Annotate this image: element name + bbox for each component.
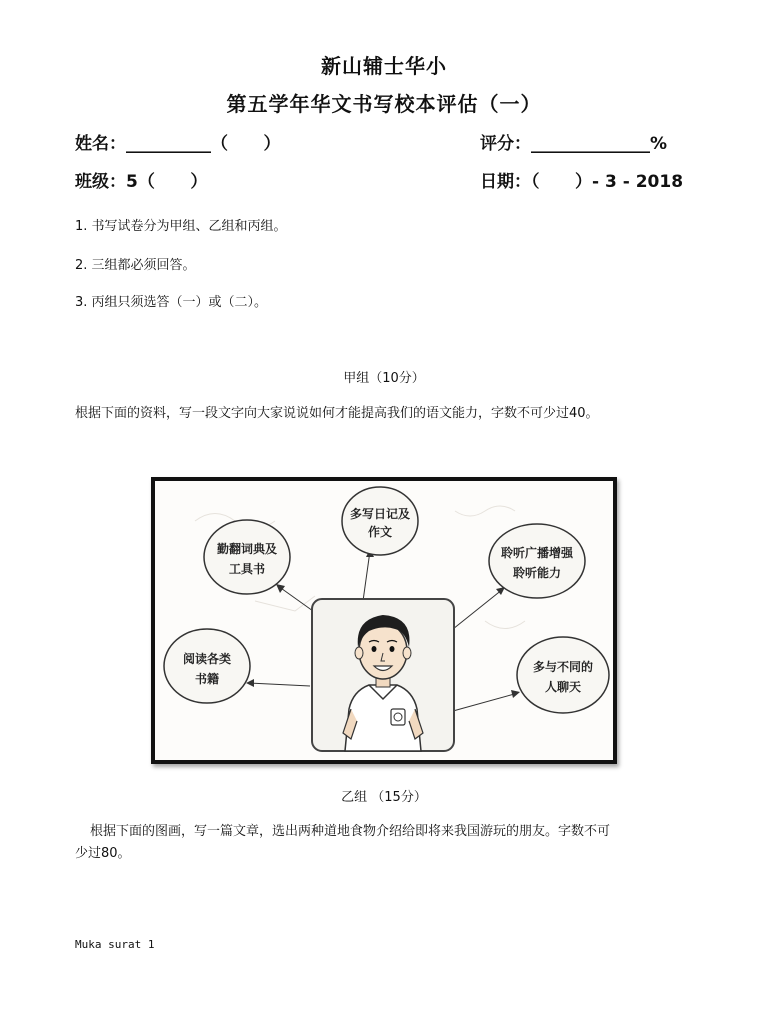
date-field: 日期：（ ）- 3 - 2018	[480, 172, 684, 192]
bubble-upper-left	[204, 520, 290, 594]
school-name: 新山辅士华小	[321, 54, 447, 78]
bubble-upper-right	[489, 524, 585, 598]
arrow-to-upper-right	[453, 589, 503, 629]
bubble-top-line1: 多写日记及	[349, 507, 411, 521]
section-b-prompt-line1: 根据下面的图画，写一篇文章，选出两种道地食物介绍给即将来我国游玩的朋友。字数不可	[90, 824, 611, 839]
bubble-lower-left-line1: 阅读各类	[182, 652, 232, 666]
bubble-top-line2: 作文	[367, 525, 393, 539]
instruction-item: 1. 书写试卷分为甲组、乙组和丙组。	[75, 219, 287, 234]
section-b-prompt-line2: 少过80。	[75, 846, 131, 861]
bubble-upper-right-line2: 聆听能力	[512, 566, 562, 580]
arrow-to-upper-left	[278, 586, 313, 611]
arrow-to-lower-left	[248, 683, 310, 686]
section-b-heading: 乙组 （15分）	[341, 790, 427, 805]
section-a-heading: 甲组（10分）	[343, 371, 425, 386]
page-number-footer: Muka surat 1	[75, 938, 155, 951]
class-field: 班级：5（ ）	[75, 172, 208, 192]
mind-map-illustration	[151, 477, 617, 764]
name-field: 姓名：__________（ ）	[75, 134, 281, 154]
bubble-upper-left-line1: 勤翻词典及	[216, 542, 278, 556]
bubble-upper-left-line2: 工具书	[228, 562, 266, 576]
bubble-upper-right-line1: 聆听广播增强	[500, 546, 574, 560]
bubble-lower-right-line1: 多与不同的	[532, 660, 594, 674]
section-a-prompt: 根据下面的资料，写一段文字向大家说说如何才能提高我们的语文能力，字数不可少过40。	[75, 406, 599, 421]
boy-illustration	[312, 599, 454, 751]
arrow-to-lower-right	[453, 693, 518, 711]
score-field: 评分：______________%	[480, 134, 668, 154]
bubble-lower-left-line2: 书籍	[194, 672, 220, 686]
instruction-item: 3. 丙组只须选答（一）或（二）。	[75, 295, 268, 310]
exam-title: 第五学年华文书写校本评估（一）	[226, 92, 542, 116]
bubble-lower-right	[517, 637, 609, 713]
bubble-top	[342, 487, 418, 555]
arrow-to-top	[363, 551, 370, 601]
bubble-lower-right-line2: 人聊天	[544, 680, 582, 694]
bubble-lower-left	[164, 629, 250, 703]
instruction-item: 2. 三组都必须回答。	[75, 258, 196, 273]
